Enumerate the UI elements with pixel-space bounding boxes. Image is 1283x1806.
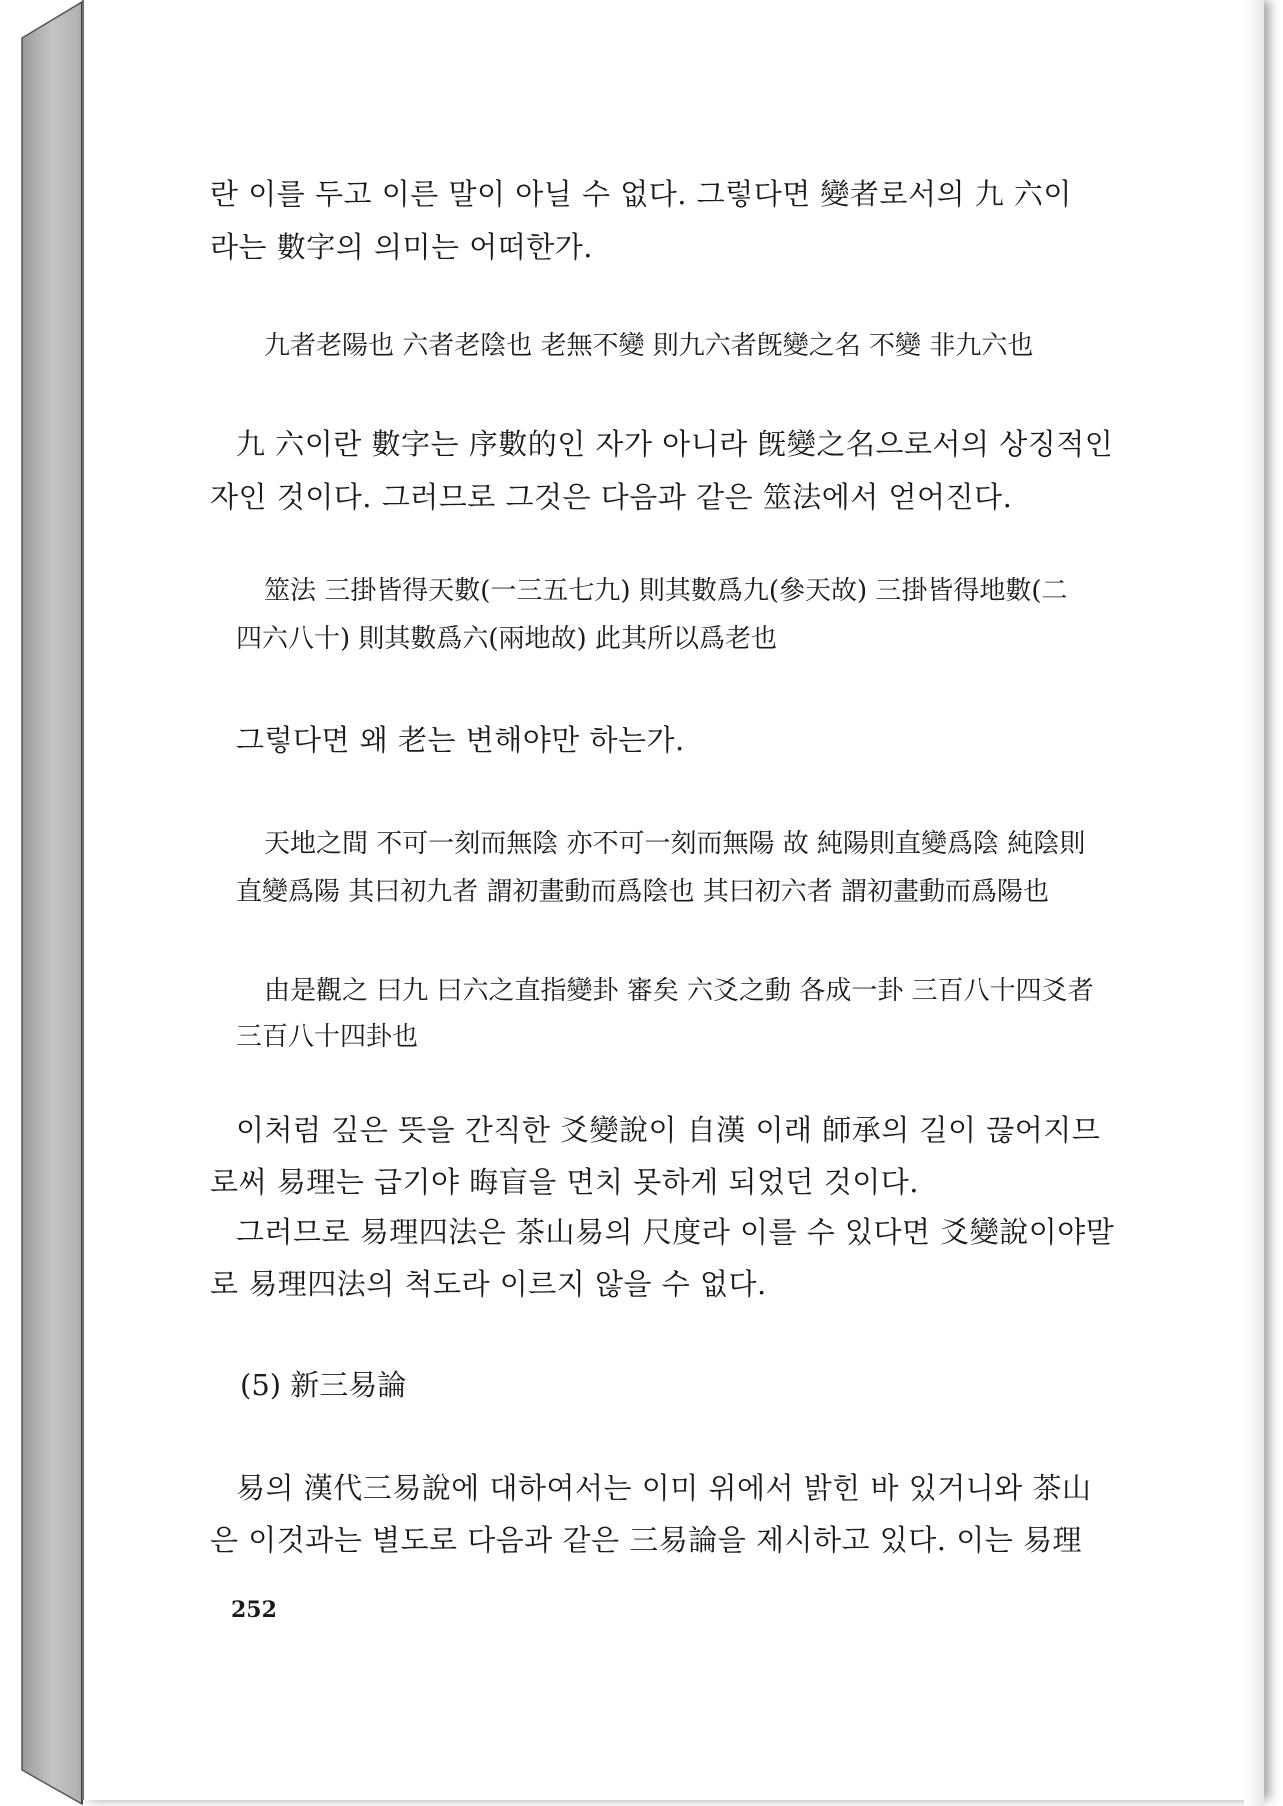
body-text-line: 이처럼 깊은 뜻을 간직한 爻變說이 自漢 이래 師承의 길이 끊어지므 — [236, 1113, 1101, 1147]
body-text-line: 자인 것이다. 그러므로 그것은 다음과 같은 筮法에서 얻어진다. — [210, 480, 1013, 514]
classical-quote-line: 九者老陽也 六者老陰也 老無不變 則九六者旣變之名 不變 非九六也 — [264, 331, 1034, 361]
body-text-line: 란 이를 두고 이른 말이 아닐 수 없다. 그렇다면 變者로서의 九 六이 — [210, 177, 1072, 211]
body-text-line: 그렇다면 왜 老는 변해야만 하는가. — [236, 723, 685, 757]
body-text-line: 九 六이란 數字는 序數的인 자가 아니라 旣變之名으로서의 상징적인 — [236, 427, 1114, 461]
body-text-line: 은 이것과는 별도로 다음과 같은 三易論을 제시하고 있다. 이는 易理 — [210, 1523, 1082, 1557]
classical-quote-line: 由是觀之 曰九 曰六之直指變卦 審矣 六爻之動 各成一卦 三百八十四爻者 — [264, 976, 1094, 1006]
body-text-line: 라는 數字의 의미는 어떠한가. — [210, 230, 594, 264]
body-text-line: 그러므로 易理四法은 茶山易의 尺度라 이를 수 있다면 爻變說이야말 — [236, 1215, 1115, 1249]
classical-quote-line: 四六八十) 則其數爲六(兩地故) 此其所以爲老也 — [236, 624, 777, 654]
body-text-line: 로 易理四法의 척도라 이르지 않을 수 없다. — [210, 1267, 767, 1301]
classical-quote-line: 天地之間 不可一刻而無陰 亦不可一刻而無陽 故 純陽則直變爲陰 純陰則 — [264, 829, 1086, 859]
book-page — [82, 0, 1264, 1800]
page-content — [84, 0, 1264, 1800]
body-text-line: 로써 易理는 급기야 晦盲을 면치 못하게 되었던 것이다. — [210, 1165, 919, 1199]
section-heading: (5) 新三易論 — [240, 1368, 407, 1402]
classical-quote-line: 筮法 三掛皆得天數(一三五七九) 則其數爲九(參天故) 三掛皆得地數(二 — [264, 576, 1068, 606]
book-spine — [0, 0, 90, 1806]
classical-quote-line: 直變爲陽 其曰初九者 謂初畫動而爲陰也 其曰初六者 謂初畫動而爲陽也 — [236, 877, 1050, 907]
body-text-line: 易의 漢代三易說에 대하여서는 이미 위에서 밝힌 바 있거니와 茶山 — [236, 1471, 1092, 1505]
classical-quote-line: 三百八十四卦也 — [236, 1022, 419, 1052]
page-number: 252 — [231, 1597, 277, 1623]
